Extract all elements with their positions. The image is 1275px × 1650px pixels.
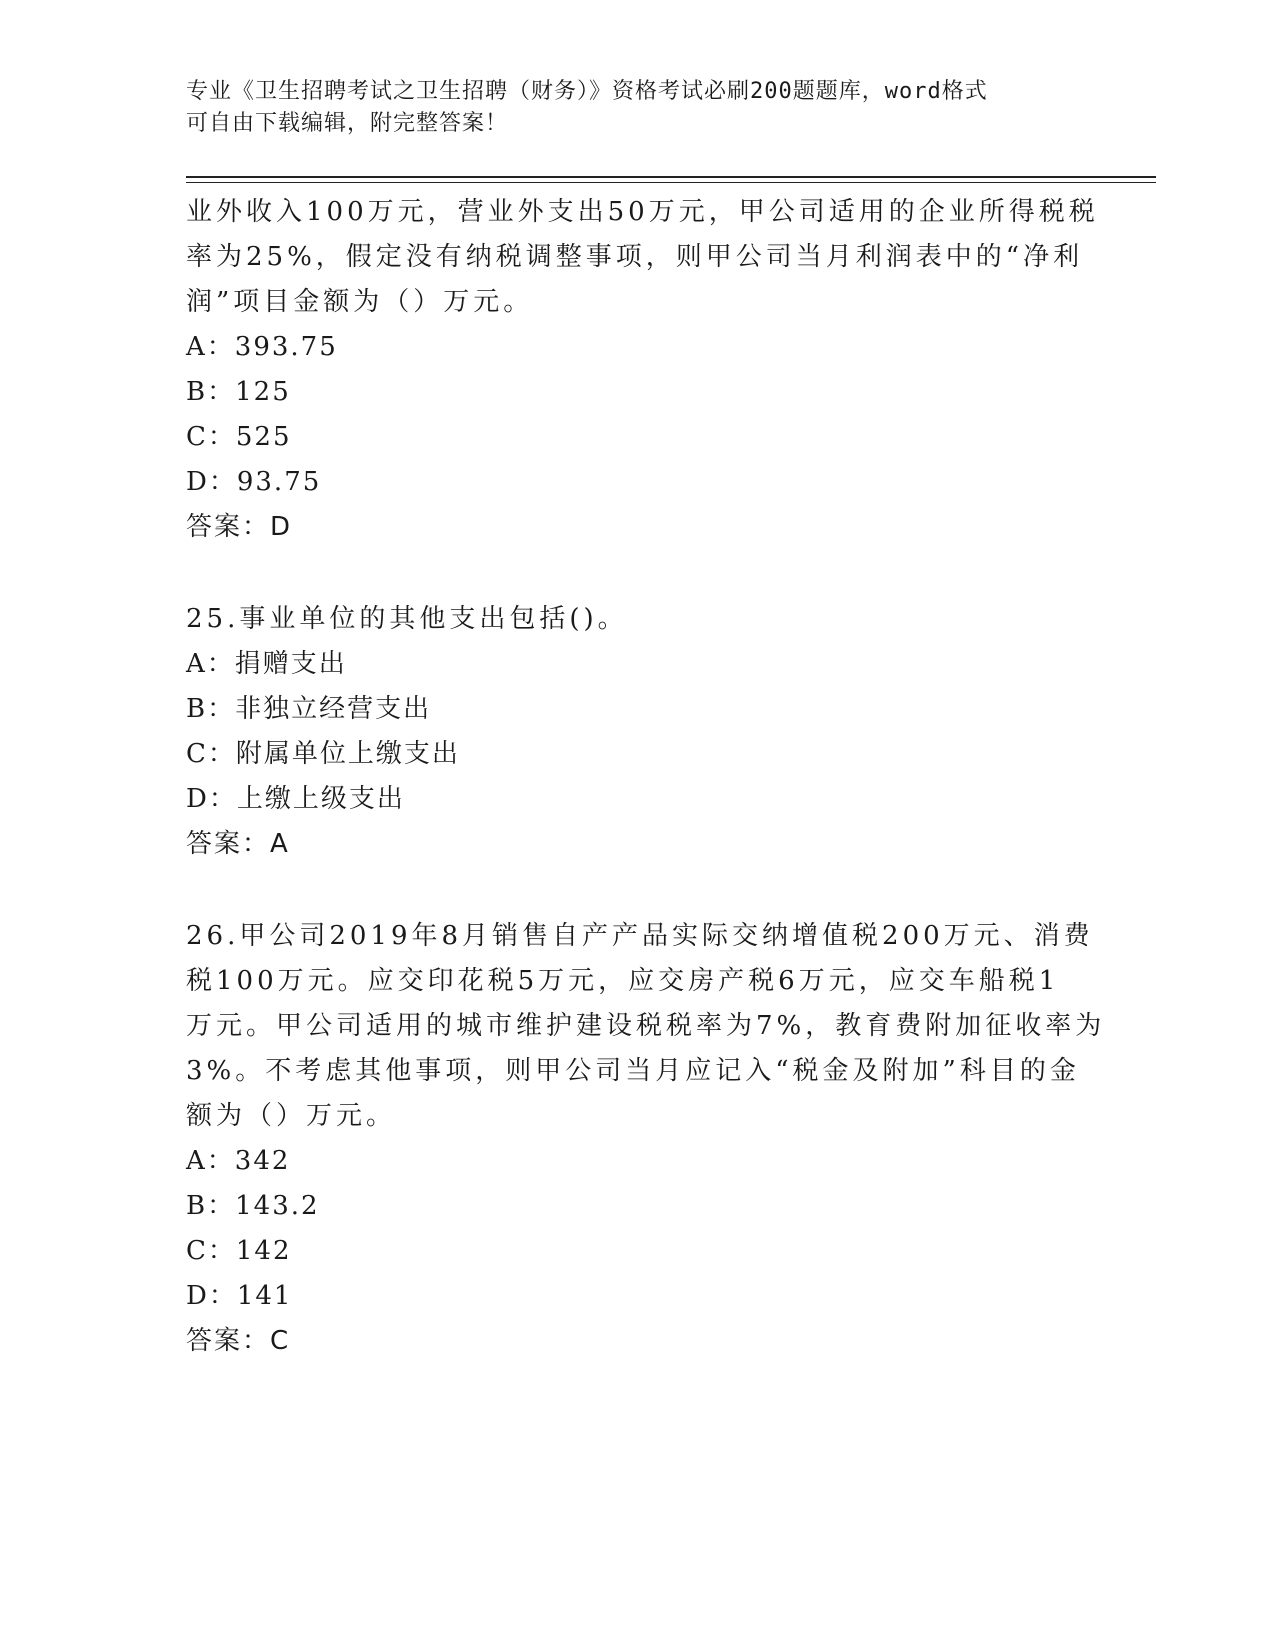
spacer bbox=[186, 550, 1086, 597]
header-divider-thick bbox=[186, 176, 1156, 178]
spacer bbox=[186, 867, 1086, 914]
question-24-option-b: B：125 bbox=[186, 377, 291, 407]
question-25-text-line-1: 25.事业单位的其他支出包括()。 bbox=[186, 604, 628, 634]
question-24-option-c: C：525 bbox=[186, 422, 292, 452]
question-24-text-line-3: 润”项目金额为（）万元。 bbox=[186, 287, 534, 317]
question-26-text-line-2: 税100万元。应交印花税5万元，应交房产税6万元，应交车船税1 bbox=[186, 966, 1060, 996]
document-header bbox=[186, 76, 1066, 140]
question-list bbox=[186, 190, 1106, 1364]
question-25-option-c: C：附属单位上缴支出 bbox=[186, 739, 460, 769]
header-divider-thin bbox=[186, 182, 1156, 183]
question-26-option-a: A：342 bbox=[186, 1146, 291, 1176]
question-25-option-d: D：上缴上级支出 bbox=[186, 784, 405, 814]
question-24-option-d: D：93.75 bbox=[186, 467, 322, 497]
question-26-block bbox=[186, 914, 1106, 1364]
question-24-block bbox=[186, 190, 1099, 550]
question-26-text-line-5: 额为（）万元。 bbox=[186, 1101, 397, 1131]
question-24-text-line-1: 业外收入100万元，营业外支出50万元，甲公司适用的企业所得税税 bbox=[186, 197, 1099, 227]
question-26-text-line-1: 26.甲公司2019年8月销售自产产品实际交纳增值税200万元、消费 bbox=[186, 921, 1094, 951]
question-25-answer: 答案：A bbox=[186, 829, 290, 859]
question-24-text-line-2: 率为25%，假定没有纳税调整事项，则甲公司当月利润表中的“净利 bbox=[186, 242, 1084, 272]
question-26-answer: 答案：C bbox=[186, 1326, 291, 1356]
question-26-text-line-4: 3%。不考虑其他事项，则甲公司当月应记入“税金及附加”科目的金 bbox=[186, 1056, 1080, 1086]
question-26-text-line-3: 万元。甲公司适用的城市维护建设税税率为7%，教育费附加征收率为 bbox=[186, 1011, 1106, 1041]
header-title-line-2: 可自由下载编辑，附完整答案！ bbox=[186, 111, 509, 136]
question-26-option-b: B：143.2 bbox=[186, 1191, 320, 1221]
question-25-block bbox=[186, 597, 1086, 867]
question-26-option-c: C：142 bbox=[186, 1236, 292, 1266]
header-title-line-1: 专业《卫生招聘考试之卫生招聘（财务）》资格考试必刷200题题库，word格式 bbox=[186, 79, 988, 104]
question-24-option-a: A：393.75 bbox=[186, 332, 338, 362]
question-25-option-b: B：非独立经营支出 bbox=[186, 694, 432, 724]
question-24-answer: 答案：D bbox=[186, 512, 293, 542]
question-25-option-a: A：捐赠支出 bbox=[186, 649, 347, 679]
question-26-option-d: D：141 bbox=[186, 1281, 293, 1311]
